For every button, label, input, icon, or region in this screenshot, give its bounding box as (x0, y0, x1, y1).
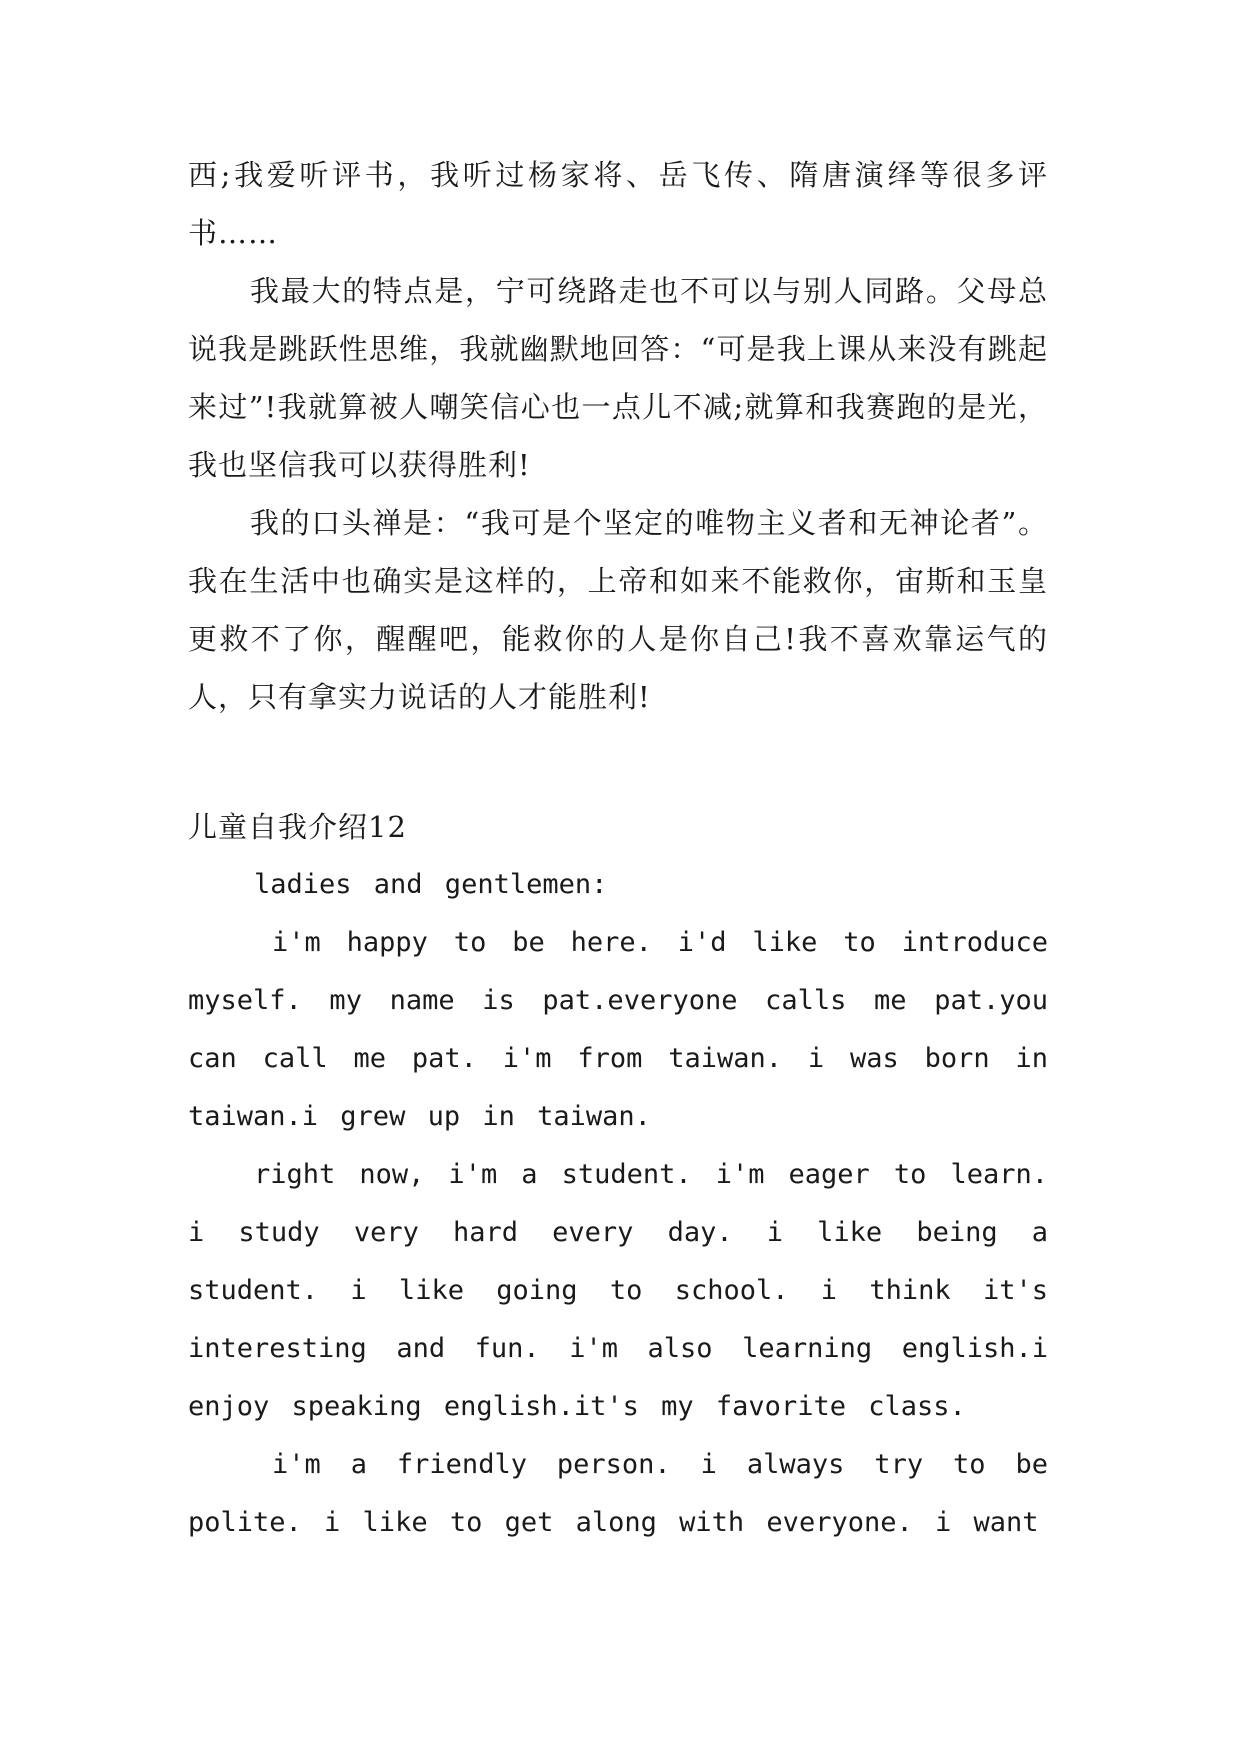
paragraph-en-2: i'm happy to be here. i'd like to introduce myself. my name is pat.everyone calls me pat.you can call me pat. i'm from taiwan. i was born in taiwan.i grew up in taiwan. (188, 927, 1048, 1132)
paragraph-en-1: ladies and gentlemen: (254, 869, 608, 900)
paragraph-en-4: i'm a friendly person. i always try to be polite. i like to get along with everyone. i want (188, 1449, 1048, 1538)
paragraph-cn-3: 我的口头禅是：“我可是个坚定的唯物主义者和无神论者”。我在生活中也确实是这样的，上帝和如来不能救你，宙斯和玉皇更救不了你，醒醒吧，能救你的人是你自己!我不喜欢靠运气的人，只有拿实力说话的人才能胜利! (188, 506, 1048, 714)
paragraph-en-3: right now, i'm a student. i'm eager to learn. i study very hard every day. i like being a student. i like going to school. i think it's interesting and fun. i'm also learning english.i enjoy speaking english.it's my favorite class. (188, 1159, 1048, 1422)
paragraph-cn-2: 我最大的特点是，宁可绕路走也不可以与别人同路。父母总说我是跳跃性思维，我就幽默地回答：“可是我上课从来没有跳起来过”!我就算被人嘲笑信心也一点儿不减;就算和我赛跑的是光，我也坚信我可以获得胜利! (188, 274, 1048, 482)
paragraph-cn-1: 西;我爱听评书，我听过杨家将、岳飞传、隋唐演绎等很多评书…… (188, 158, 1048, 250)
section-block (188, 798, 1048, 1552)
section-title: 儿童自我介绍12 (188, 810, 407, 844)
chinese-text-block (188, 146, 1048, 726)
